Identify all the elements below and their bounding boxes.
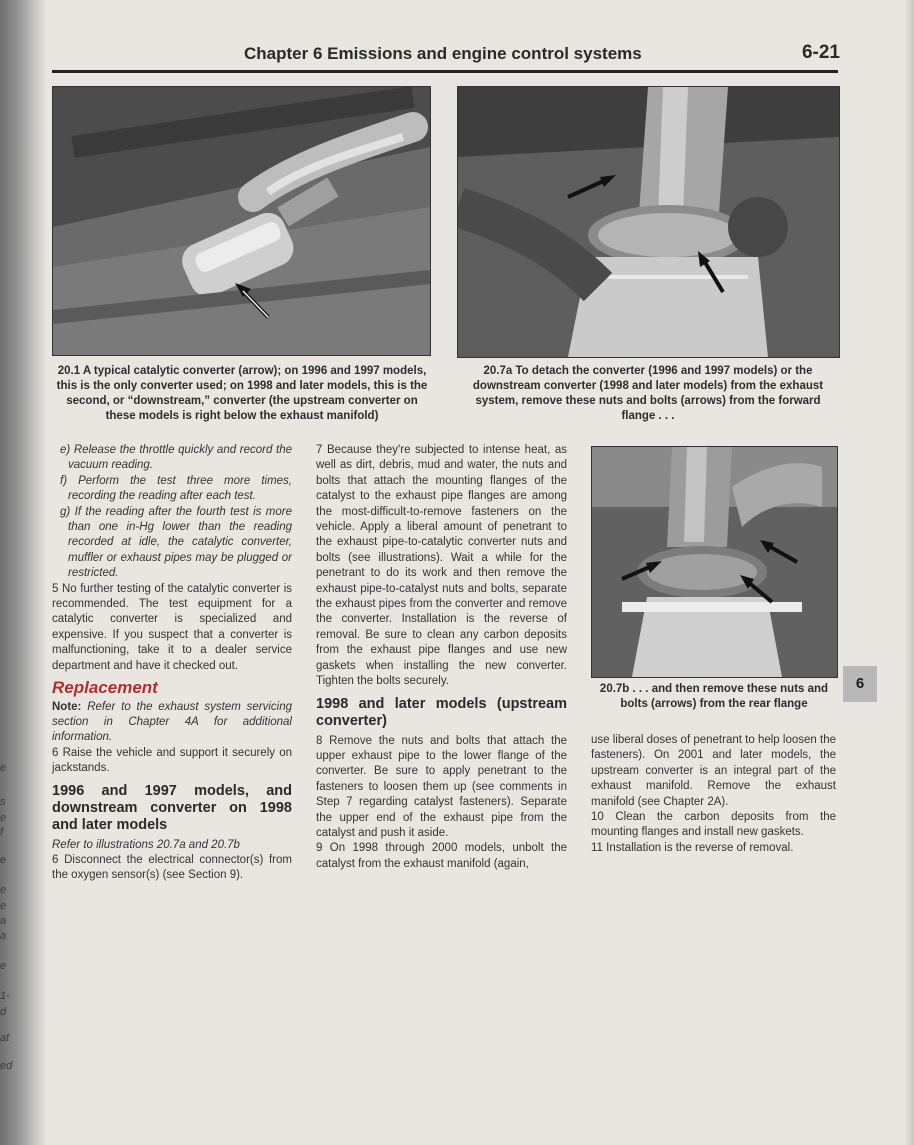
bleed-letter: a — [0, 930, 7, 942]
page-edge — [904, 0, 914, 1145]
page-number: 6-21 — [801, 42, 840, 63]
step-9: 9 On 1998 through 2000 models, unbolt the catalyst from the exhaust manifold (again, — [316, 842, 567, 870]
photo-rear-flange — [591, 446, 838, 678]
step-e: e) Release the throttle quickly and record the vacuum reading. — [60, 444, 292, 472]
bleed-letter: s — [0, 796, 6, 808]
bleed-letter: ed — [0, 1060, 13, 1072]
step-9-continued: use liberal doses of penetrant to help loosen the fasteners). On 2001 and later models, the upstream converter is an integral part of the exhaust manifold. Remove the exhaust manifold (see Chapter 2A). — [591, 734, 836, 808]
caption-20-7a: 20.7a To detach the converter (1996 and 1997 models) or the downstream converter (1998 and later models) from the exhaust system, remove these nuts and bolts (arrows) from the forward flange . . . — [472, 365, 824, 422]
section-heading-1998: 1998 and later models (upstream converter) — [316, 695, 567, 729]
step-10: 10 Clean the carbon deposits from the mounting flanges and install new gaskets. — [591, 811, 836, 839]
step-6: 6 Raise the vehicle and support it securely on jackstands. — [52, 746, 292, 775]
column-1 — [52, 443, 292, 884]
note-label: Note: — [52, 700, 82, 713]
bleed-letter: a — [0, 915, 7, 927]
bleed-letter: at — [0, 1032, 10, 1044]
chapter-tab: 6 — [843, 666, 877, 702]
section-heading-1996-1997: 1996 and 1997 models, and downstream converter on 1998 and later models — [52, 782, 292, 833]
column-3 — [591, 733, 836, 856]
column-2 — [316, 443, 567, 872]
step-7: 7 Because they're subjected to intense heat, as well as dirt, debris, mud and water, the nuts and bolts that attach the mounting flanges of the catalyst to the exhaust pipe flanges are among the most-difficult-to-remove fasteners on the vehicle. Apply a liberal amount of penetrant to the exhaust pipe-to-catalytic converter nuts and bolts (see illustrations). Wait a while for the penetrant to do its work and then remove the exhaust pipe-to-catalyst nuts and bolts, separate the exhaust pipes from the converter and remove the converter. Installation is the reverse of removal. Be sure to clean any carbon deposits from the exhaust pipe flanges and use new gaskets when installing the new converter. Tighten the bolts securely. — [316, 444, 567, 688]
chapter-title: Chapter 6 Emissions and engine control systems — [244, 44, 642, 63]
illustration-reference: Refer to illustrations 20.7a and 20.7b — [52, 838, 240, 851]
step-g: g) If the reading after the fourth test is more than one in-Hg lower than the reading recorded at idle, the catalytic converter, muffler or exhaust pipes may be plugged or restricted. — [60, 505, 292, 580]
bleed-letter: e — [0, 812, 7, 824]
caption-20-7b: 20.7b . . . and then remove these nuts and bolts (arrows) from the rear flange — [599, 683, 829, 710]
bleed-letter: f — [0, 826, 4, 838]
caption-20-1: 20.1 A typical catalytic converter (arrow); on 1996 and 1997 models, this is the only converter used; on 1998 and later models, this is the second, or “downstream,” converter (the upstream converter on these models is right below the exhaust manifold) — [56, 365, 428, 422]
bleed-letter: e — [0, 854, 7, 866]
step-5: 5 No further testing of the catalytic converter is recommended. The test equipment for a catalytic converter is specialized and expensive. If you suspect that a converter is malfunctioning, take it to a dealer service department and have it checked out. — [52, 582, 292, 672]
bleed-letter: e — [0, 960, 7, 972]
bleed-letter: e — [0, 900, 7, 912]
replacement-heading: Replacement — [52, 678, 158, 698]
book-spine-shadow — [0, 0, 46, 1145]
bleed-letter: e — [0, 762, 7, 774]
bleed-letter: e — [0, 884, 7, 896]
bleed-letter: 1- — [0, 990, 10, 1002]
note — [52, 700, 292, 746]
step-6-disconnect: 6 Disconnect the electrical connector(s) from the oxygen sensor(s) (see Section 9). — [52, 853, 292, 882]
page-header — [52, 42, 838, 73]
photo-catalytic-converter — [52, 86, 431, 356]
step-f: f) Perform the test three more times, recording the reading after each test. — [60, 474, 292, 503]
note-text: Refer to the exhaust system servicing section in Chapter 4A for additional information. — [52, 700, 292, 744]
step-8: 8 Remove the nuts and bolts that attach the upper exhaust pipe to the lower flange of the converter. Be sure to apply penetrant to the fasteners to loosen them up (see comments in Step 7 regarding catalyst fasteners). Separate the upper end of the exhaust pipe from the catalyst and push it aside. — [316, 734, 567, 839]
bleed-letter: d — [0, 1006, 7, 1018]
photo-forward-flange — [457, 86, 840, 358]
step-11: 11 Installation is the reverse of removal. — [591, 841, 794, 854]
